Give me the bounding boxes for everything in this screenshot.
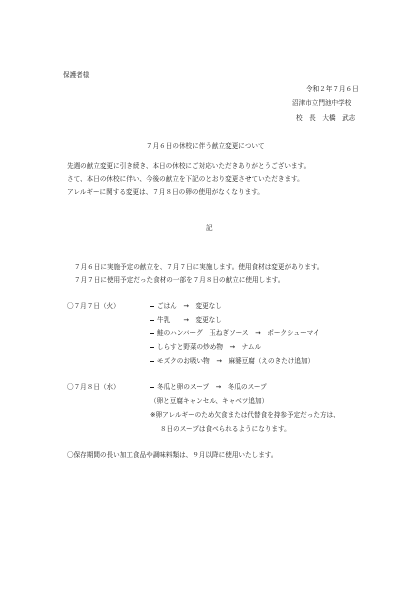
day1-label: 〇７月７日（火） bbox=[67, 302, 120, 310]
menu-item: 鮭のハンバーグ 玉ねぎソース → ポークシューマイ bbox=[157, 329, 320, 337]
document-title: ７月６日の休校に伴う献立変更について bbox=[146, 142, 265, 150]
bullet-dash bbox=[150, 387, 154, 388]
intro-line-3: アレルギーに関する変更は、７月８日の卵の使用がなくなります。 bbox=[67, 188, 264, 196]
ki-heading: 記 bbox=[206, 224, 213, 232]
bullet-dash bbox=[150, 347, 154, 348]
bullet-dash bbox=[150, 306, 154, 307]
menu-item: モズクのお吸い物 → 麻婆豆腐（えのきたけ追加） bbox=[157, 357, 315, 365]
school-name: 沼津市立門池中学校 bbox=[292, 99, 352, 107]
bullet-dash bbox=[150, 333, 154, 334]
day2-label: 〇７月８日（水） bbox=[67, 383, 120, 391]
menu-item: 冬瓜と卵のスープ → 冬瓜のスープ bbox=[157, 383, 267, 391]
menu-item: しらすと野菜の炒め物 → ナムル bbox=[157, 343, 262, 351]
menu-item: 牛乳 → 変更なし bbox=[157, 316, 222, 324]
closing-note: 〇保存期間の長い加工食品や調味料類は、９月以降に使用いたします。 bbox=[67, 451, 278, 459]
bullet-dash bbox=[150, 361, 154, 362]
intro-line-1: 先週の献立変更に引き続き、本日の休校にご対応いただきありがとうございます。 bbox=[67, 162, 311, 170]
document-date: 令和２年７月６日 bbox=[306, 85, 359, 93]
menu-item: ごはん → 変更なし bbox=[157, 302, 222, 310]
principal-name: 校 長 大橋 武志 bbox=[296, 114, 356, 122]
day2-detail-3: ８日のスープは食べられるようになります。 bbox=[160, 425, 291, 433]
summary-line-1: ７月６日に実施予定の献立を、７月７日に実施します。使用食材は変更があります。 bbox=[74, 263, 324, 271]
bullet-dash bbox=[150, 320, 154, 321]
summary-line-2: ７月７日に使用予定だった食材の一部を７月８日の献立に使用します。 bbox=[74, 276, 285, 284]
day2-detail-1: （卵と豆腐キャンセル、キャベツ追加） bbox=[150, 397, 269, 405]
day2-detail-2: ※卵アレルギーのため欠食または代替食を持参予定だった方は、 bbox=[150, 411, 340, 419]
addressee: 保護者様 bbox=[63, 71, 90, 79]
intro-line-2: さて、本日の休校に伴い、今後の献立を下記のとおり変更させていただきます。 bbox=[67, 175, 304, 183]
